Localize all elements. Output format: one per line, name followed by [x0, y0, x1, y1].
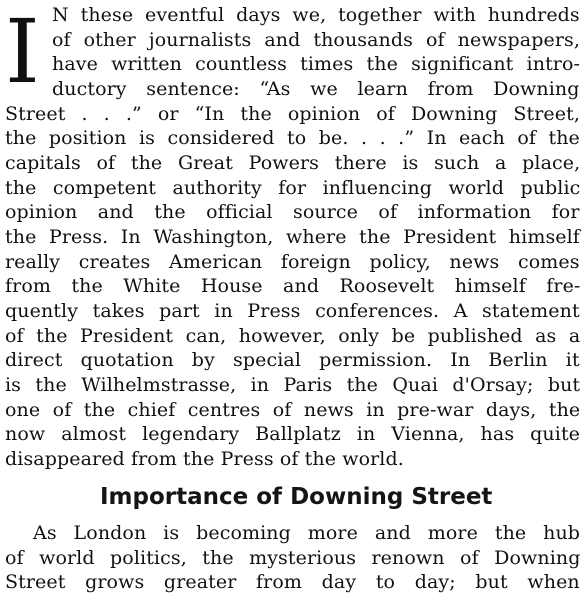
text-line: capitals of the Great Powers there is such a place,	[5, 152, 581, 174]
drop-cap: I	[5, 0, 40, 103]
text-line: opinion and the official source of information for	[5, 201, 580, 223]
text-line: is the Wilhelmstrasse, in Paris the Quai d'Orsay; but	[5, 374, 581, 396]
text-line: one of the chief centres of news in pre-war days, the	[5, 399, 581, 421]
text-line: really creates American foreign policy, news comes	[5, 251, 580, 273]
text-line: the Press. In Washington, where the President himself	[5, 226, 580, 248]
text-line: As London is becoming more and more the hub	[33, 522, 581, 544]
text-line: from the White House and Roosevelt himself fre-	[5, 275, 581, 297]
text-line: Street . . .” or “In the opinion of Downing Street,	[5, 103, 580, 125]
text-line: direct quotation by special permission. In Berlin it	[5, 349, 580, 371]
text-line: Street grows greater from day to day; but when	[5, 571, 580, 593]
text-line: the position is considered to be. . . .” In each of the	[5, 127, 580, 149]
text-line: of other journalists and thousands of newspapers,	[52, 29, 580, 51]
text-line: disappeared from the Press of the world.	[5, 448, 404, 470]
text-line: have written countless times the significant intro-	[52, 53, 581, 75]
text-line: the competent authority for influencing world public	[5, 177, 581, 199]
text-line: ductory sentence: “As we learn from Downing	[52, 78, 580, 100]
text-line: of world politics, the mysterious renown of Downing	[5, 547, 581, 569]
text-line: now almost legendary Ballplatz in Vienna, has quite	[5, 423, 581, 445]
text-line: quently takes part in Press conferences. A statement	[5, 300, 580, 322]
text-line: N these eventful days we, together with hundreds	[52, 4, 580, 26]
text-line: of the President can, however, only be published as a	[5, 325, 581, 347]
section-heading: Importance of Downing Street	[100, 484, 493, 510]
